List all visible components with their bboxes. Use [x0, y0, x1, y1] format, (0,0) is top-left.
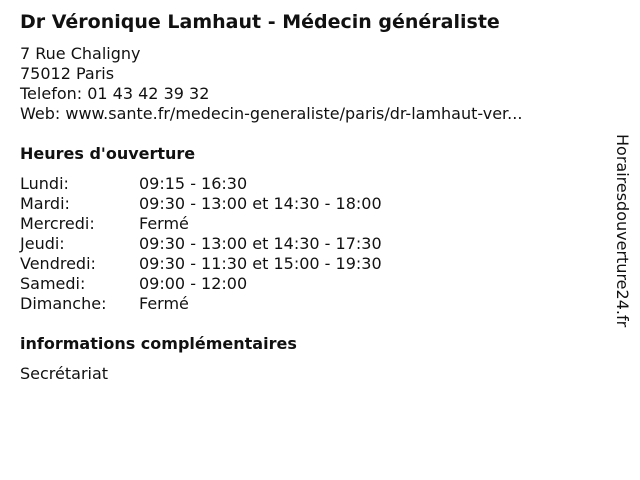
street-address: 7 Rue Chaligny	[20, 44, 141, 63]
day-hours: Fermé	[139, 294, 189, 313]
day-label: Mardi:	[20, 194, 70, 213]
page-title: Dr Véronique Lamhaut - Médecin généraliste	[20, 11, 500, 33]
day-label: Dimanche:	[20, 294, 107, 313]
day-label: Samedi:	[20, 274, 86, 293]
hours-heading: Heures d'ouverture	[20, 144, 196, 163]
day-label: Lundi:	[20, 174, 69, 193]
website-link: Web: www.sante.fr/medecin-generaliste/paris/dr-lamhaut-ver...	[20, 104, 523, 123]
day-hours: 09:00 - 12:00	[139, 274, 248, 293]
info-heading: informations complémentaires	[20, 334, 297, 353]
day-hours: 09:30 - 11:30 et 15:00 - 19:30	[139, 254, 382, 273]
site-watermark: Horairesdouverture24.fr	[613, 134, 632, 328]
phone-number: Telefon: 01 43 42 39 32	[20, 84, 210, 103]
day-hours: Fermé	[139, 214, 189, 233]
day-label: Mercredi:	[20, 214, 95, 233]
address-block	[20, 44, 522, 124]
day-hours: 09:30 - 13:00 et 14:30 - 18:00	[139, 194, 382, 213]
day-hours: 09:30 - 13:00 et 14:30 - 17:30	[139, 234, 382, 253]
day-hours: 09:15 - 16:30	[139, 174, 248, 193]
info-text: Secrétariat	[20, 364, 109, 383]
day-label: Jeudi:	[20, 234, 65, 253]
day-label: Vendredi:	[20, 254, 96, 273]
city-address: 75012 Paris	[20, 64, 115, 83]
